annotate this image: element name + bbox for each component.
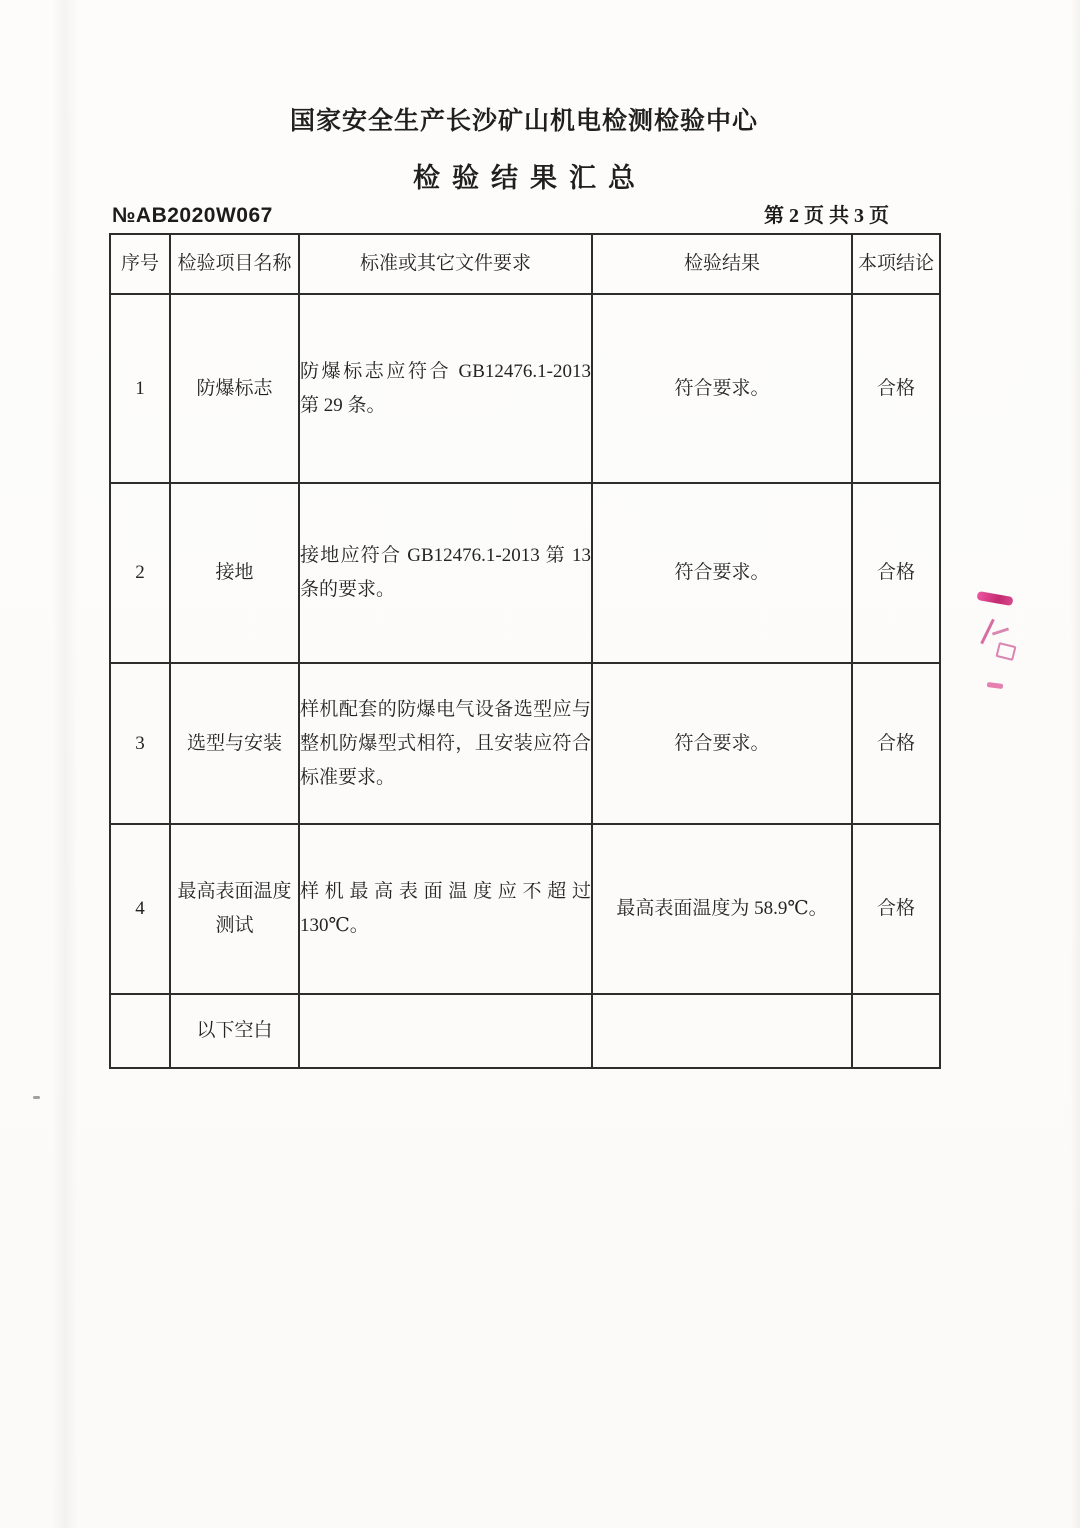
table-row <box>110 294 940 483</box>
seal-stroke <box>995 642 1016 661</box>
col-header-requirement: 标准或其它文件要求 <box>299 234 592 294</box>
cell-conclusion: 合格 <box>852 294 940 483</box>
seal-stroke <box>992 627 1009 635</box>
table-header-row <box>110 234 940 294</box>
cell-result: 最高表面温度为 58.9℃。 <box>592 824 852 994</box>
cell-seq: 4 <box>110 824 170 994</box>
cell-conclusion <box>852 994 940 1068</box>
inspection-results-table <box>109 233 941 1069</box>
col-header-result: 检验结果 <box>592 234 852 294</box>
table-row <box>110 824 940 994</box>
cell-requirement: 接地应符合 GB12476.1-2013 第 13 条的要求。 <box>299 483 592 663</box>
cell-seq: 1 <box>110 294 170 483</box>
cell-requirement: 样机最高表面温度应不超过 130℃。 <box>299 824 592 994</box>
cell-seq: 2 <box>110 483 170 663</box>
document-content <box>109 0 939 1528</box>
cell-item: 接地 <box>170 483 299 663</box>
cell-conclusion: 合格 <box>852 824 940 994</box>
cell-requirement: 样机配套的防爆电气设备选型应与整机防爆型式相符，且安装应符合标准要求。 <box>299 663 592 824</box>
cell-item: 最高表面温度测试 <box>170 824 299 994</box>
cell-requirement <box>299 994 592 1068</box>
table-row <box>110 994 940 1068</box>
cell-item: 防爆标志 <box>170 294 299 483</box>
organization-title: 国家安全生产长沙矿山机电检测检验中心 <box>289 108 758 135</box>
cell-item: 选型与安装 <box>170 663 299 824</box>
cell-conclusion: 合格 <box>852 483 940 663</box>
col-header-seq: 序号 <box>110 234 170 294</box>
cell-seq <box>110 994 170 1068</box>
seal-streak <box>976 591 1013 606</box>
document-title: 检验结果汇总 <box>413 163 647 193</box>
cell-result: 符合要求。 <box>592 294 852 483</box>
seal-stroke <box>987 682 1003 689</box>
col-header-item-name: 检验项目名称 <box>170 234 299 294</box>
table-row <box>110 483 940 663</box>
table-row <box>110 663 940 824</box>
scan-speck <box>33 1096 40 1099</box>
col-header-conclusion: 本项结论 <box>852 234 940 294</box>
cell-item: 以下空白 <box>170 994 299 1068</box>
cell-seq: 3 <box>110 663 170 824</box>
red-seal-fragment <box>975 590 1020 700</box>
scan-artifact-band <box>52 0 78 1528</box>
scan-edge-shade <box>1070 0 1080 1528</box>
cell-result: 符合要求。 <box>592 483 852 663</box>
report-number: №AB2020W067 <box>112 204 273 227</box>
cell-requirement: 防爆标志应符合 GB12476.1-2013 第 29 条。 <box>299 294 592 483</box>
cell-result: 符合要求。 <box>592 663 852 824</box>
cell-result <box>592 994 852 1068</box>
cell-conclusion: 合格 <box>852 663 940 824</box>
page-indicator: 第 2 页 共 3 页 <box>764 205 889 227</box>
report-meta-row <box>109 199 939 228</box>
